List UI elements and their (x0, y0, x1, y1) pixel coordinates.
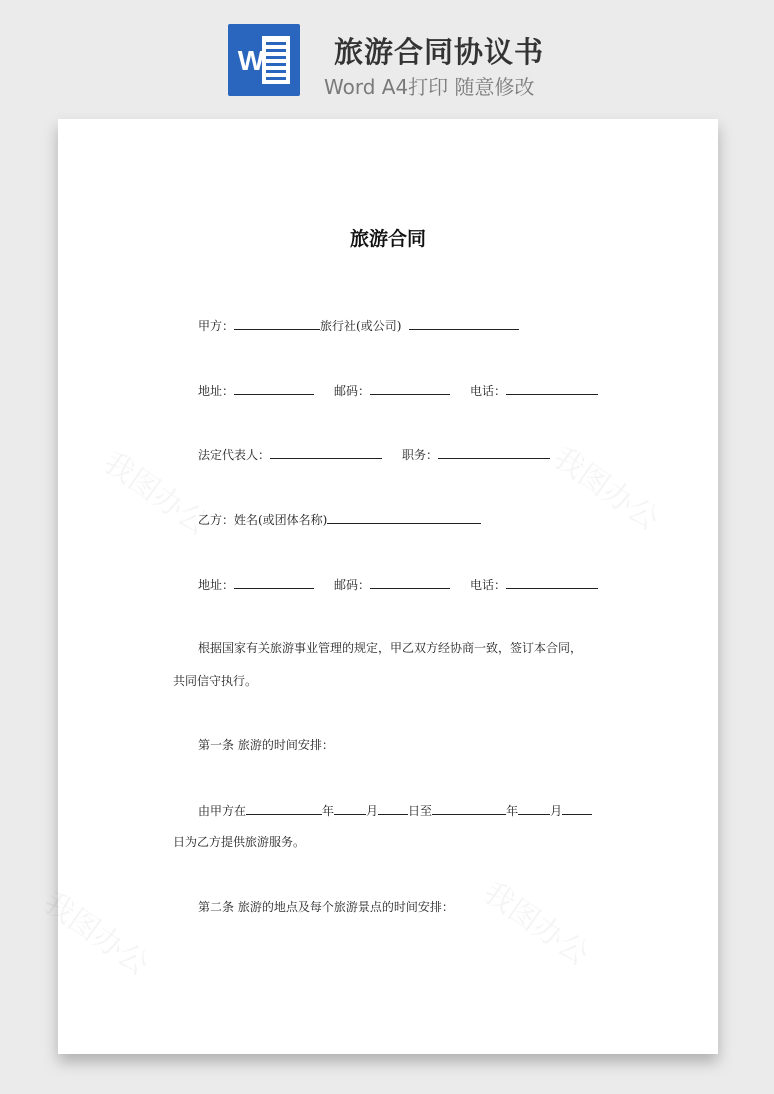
article-1-title: 第一条 旅游的时间安排： (198, 738, 334, 752)
phone-blank[interactable] (506, 382, 598, 395)
document-title: 旅游合同 (349, 228, 426, 250)
year-label-2: 年 (506, 804, 519, 818)
article-1-date-row (198, 802, 592, 819)
legal-rep-row (198, 446, 550, 463)
postcode-label: 邮码： (334, 384, 371, 398)
position-blank[interactable] (438, 446, 550, 459)
end-year-blank[interactable] (432, 802, 506, 815)
party-b-label: 乙方：姓名(或团体名称) (198, 513, 328, 527)
header-title: 旅游合同协议书 (334, 35, 545, 69)
page-header (0, 0, 774, 112)
year-label: 年 (322, 804, 335, 818)
party-a-contact-row (198, 382, 598, 399)
intro-line-1: 根据国家有关旅游事业管理的规定，甲乙双方经协商一致，签订本合同， (198, 641, 583, 655)
watermark (36, 879, 160, 984)
header-subtitle: Word A4打印 随意修改 (324, 75, 535, 99)
document-page (58, 119, 718, 1054)
month-label-2: 月 (550, 804, 563, 818)
party-a-agency-blank[interactable] (409, 317, 519, 330)
start-month-blank[interactable] (334, 802, 366, 815)
postcode-b-blank[interactable] (370, 576, 450, 589)
party-b-contact-row (198, 576, 598, 593)
phone-b-blank[interactable] (506, 576, 598, 589)
intro-line-2: 共同信守执行。 (173, 674, 258, 688)
party-a-agency-label: 旅行社(或公司) (320, 319, 402, 333)
end-day-blank[interactable] (562, 802, 592, 815)
address-label: 地址： (198, 384, 235, 398)
art1-from-label: 由甲方在 (198, 804, 247, 818)
party-b-name-blank[interactable] (327, 511, 481, 524)
party-a-label: 甲方： (198, 319, 235, 333)
party-a-name-blank[interactable] (234, 317, 320, 330)
article-2-title: 第二条 旅游的地点及每个旅游景点的时间安排： (198, 900, 454, 914)
address-b-blank[interactable] (234, 576, 314, 589)
watermark (476, 869, 600, 974)
legal-rep-label: 法定代表人： (198, 448, 271, 462)
position-label: 职务： (402, 448, 439, 462)
legal-rep-blank[interactable] (270, 446, 382, 459)
address-blank[interactable] (234, 382, 314, 395)
party-b-row (198, 511, 481, 528)
start-year-blank[interactable] (246, 802, 322, 815)
end-month-blank[interactable] (518, 802, 550, 815)
article-1-line-2: 日为乙方提供旅游服务。 (173, 835, 306, 849)
day-to-label: 日至 (408, 804, 433, 818)
phone-label: 电话： (470, 384, 507, 398)
month-label: 月 (366, 804, 379, 818)
start-day-blank[interactable] (378, 802, 408, 815)
word-letter: W (237, 45, 265, 76)
phone-label-b: 电话： (470, 578, 507, 592)
word-icon (228, 24, 300, 96)
watermark (546, 434, 670, 539)
party-a-row (198, 317, 519, 334)
postcode-label-b: 邮码： (334, 578, 371, 592)
address-label-b: 地址： (198, 578, 235, 592)
postcode-blank[interactable] (370, 382, 450, 395)
